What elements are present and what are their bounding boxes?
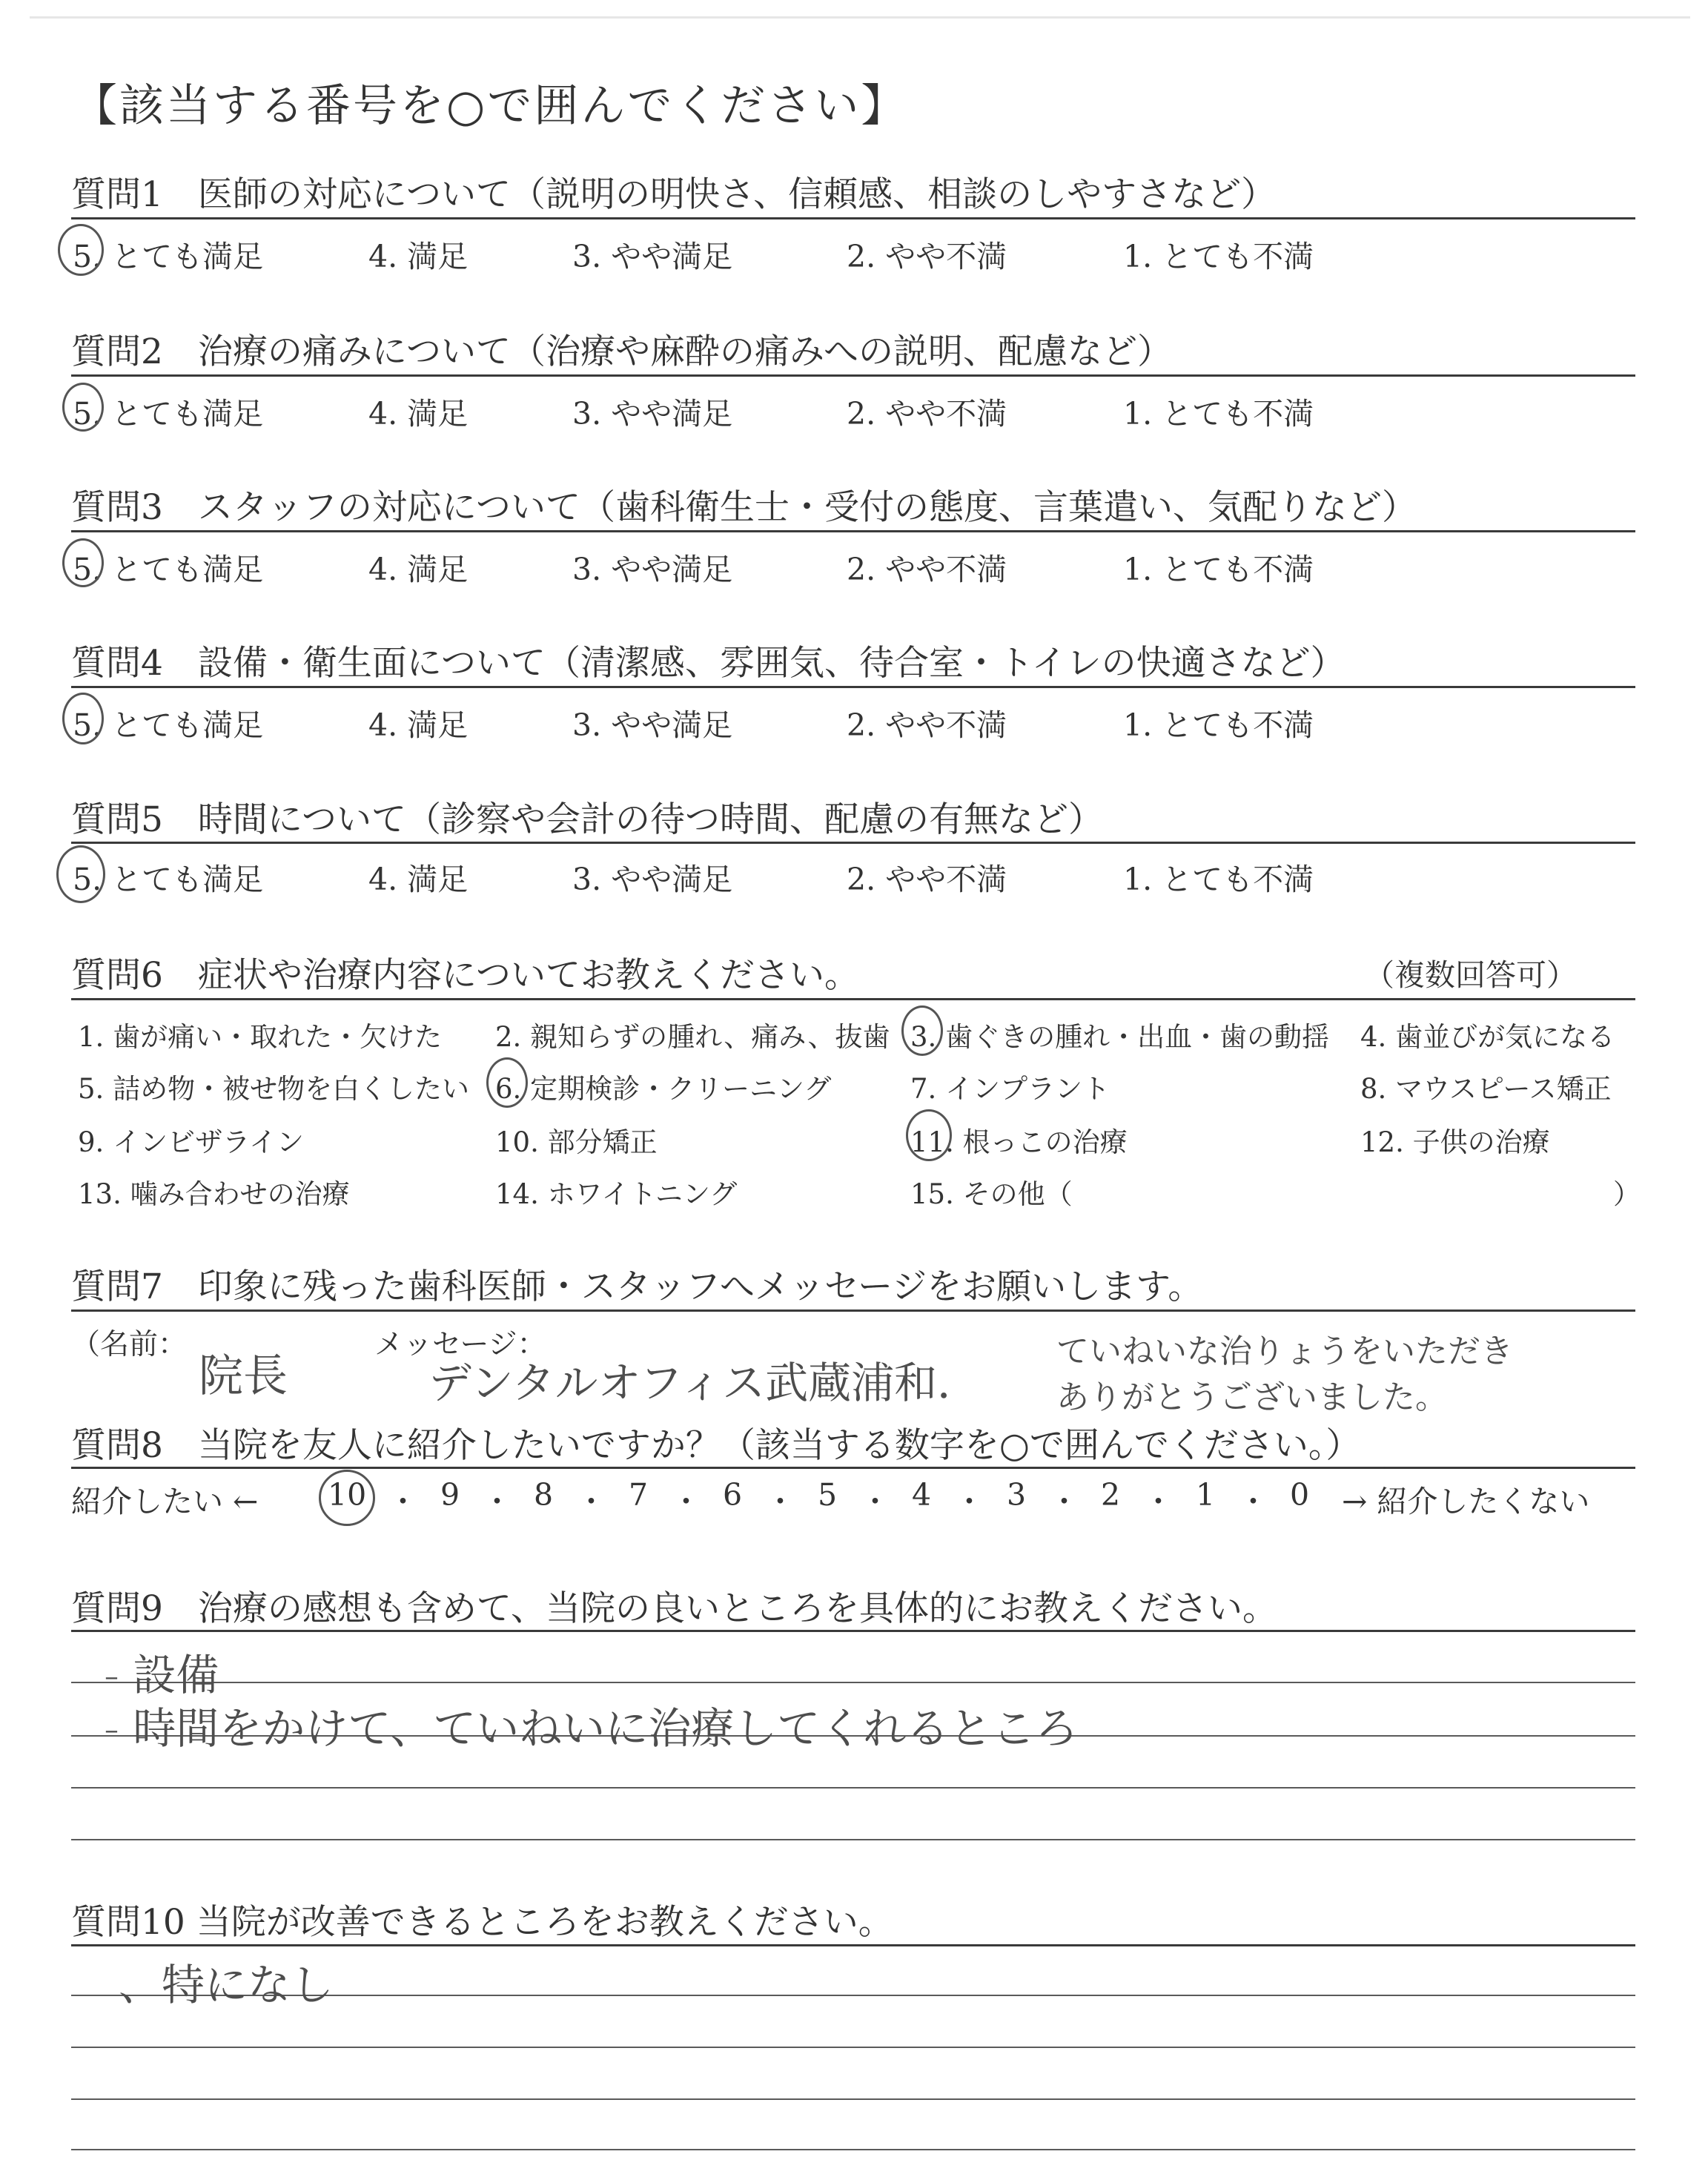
recommend-separator: ・ (1238, 1484, 1268, 1519)
treatment-6[interactable]: 6. 定期検診・クリーニング (495, 1073, 832, 1105)
recommend-separator: ・ (388, 1484, 418, 1519)
q2-option-3[interactable]: 3. やや満足 (572, 396, 733, 432)
q5-option-4[interactable]: 4. 満足 (368, 862, 469, 897)
handwritten-name: 院長 (199, 1350, 288, 1402)
q2-option-5[interactable]: 5. とても満足 (73, 396, 264, 432)
recommend-value-3[interactable]: 3 (1007, 1477, 1027, 1513)
recommend-right-label: → 紹介したくない (1342, 1484, 1590, 1519)
recommend-value-5[interactable]: 5 (818, 1477, 838, 1513)
form-heading: 【該当する番号を○で囲んでください】 (73, 80, 908, 132)
treatment-3-selection-circle (901, 1005, 943, 1056)
q1-option-1[interactable]: 1. とても不満 (1123, 239, 1314, 274)
answer-line (71, 2047, 1635, 2048)
question-9-rule (71, 1630, 1635, 1632)
question-6-note: （複数回答可） (1364, 957, 1577, 993)
q5-selection-circle (56, 845, 105, 903)
q9-answer-1: - 設備 (104, 1650, 219, 1700)
question-4-label: 質問4 設備・衛生面について（清潔感、雰囲気、待合室・トイレの快適さなど） (71, 643, 1345, 684)
q1-selection-circle (58, 224, 104, 276)
q3-option-4[interactable]: 4. 満足 (368, 552, 469, 587)
question-8-rule (71, 1467, 1635, 1469)
message-text-label: メッセージ： (374, 1328, 546, 1361)
q1-option-3[interactable]: 3. やや満足 (572, 239, 733, 274)
question-7-rule (71, 1309, 1635, 1312)
question-3-label: 質問3 スタッフの対応について（歯科衛生士・受付の態度、言葉遣い、気配りなど） (71, 487, 1417, 528)
recommend-value-6[interactable]: 6 (723, 1477, 743, 1513)
recommend-separator: ・ (765, 1484, 795, 1519)
page-top-edge (30, 16, 1690, 19)
recommend-value-1[interactable]: 1 (1196, 1477, 1216, 1513)
recommend-separator: ・ (1143, 1484, 1174, 1519)
answer-line (71, 1787, 1635, 1789)
q4-option-2[interactable]: 2. やや不満 (847, 707, 1007, 743)
q1-option-2[interactable]: 2. やや不満 (847, 239, 1007, 274)
treatment-9[interactable]: 9. インビザライン (78, 1126, 304, 1158)
question-5-label: 質問5 時間について（診察や会計の待つ時間、配慮の有無など） (71, 799, 1103, 840)
q3-selection-circle (62, 538, 104, 587)
answer-line (71, 1682, 1635, 1683)
recommend-value-0[interactable]: 0 (1290, 1477, 1310, 1513)
question-2-label: 質問2 治療の痛みについて（治療や麻酔の痛みへの説明、配慮など） (71, 331, 1173, 372)
recommend-left-label: 紹介したい ← (71, 1484, 259, 1519)
recommend-value-9[interactable]: 9 (440, 1477, 460, 1513)
answer-line (71, 2149, 1635, 2150)
q4-option-3[interactable]: 3. やや満足 (572, 707, 733, 743)
recommend-separator: ・ (1049, 1484, 1079, 1519)
recommend-separator: ・ (671, 1484, 701, 1519)
q3-option-2[interactable]: 2. やや不満 (847, 552, 1007, 587)
treatment-1[interactable]: 1. 歯が痛い・取れた・欠けた (78, 1021, 443, 1053)
recommend-value-8[interactable]: 8 (534, 1477, 554, 1513)
handwritten-message-clinic: デンタルオフィス武蔵浦和． (428, 1358, 981, 1408)
question-10-label: 質問10 当院が改善できるところをお教えください。 (71, 1902, 893, 1943)
q10-answer-1: 、特になし (119, 1960, 334, 2010)
q3-option-5[interactable]: 5. とても満足 (73, 552, 264, 587)
answer-line (71, 2098, 1635, 2100)
question-4-rule (71, 686, 1635, 688)
recommend-value-10[interactable]: 10 (328, 1477, 367, 1513)
q4-option-5[interactable]: 5. とても満足 (73, 707, 264, 743)
q1-option-5[interactable]: 5. とても満足 (73, 239, 264, 274)
q3-option-3[interactable]: 3. やや満足 (572, 552, 733, 587)
recommend-selection-circle (319, 1470, 375, 1526)
message-name-label: （名前： (71, 1328, 188, 1361)
q2-option-1[interactable]: 1. とても不満 (1123, 396, 1314, 432)
question-8-label: 質問8 当院を友人に紹介したいですか？（該当する数字を○で囲んでください。） (71, 1425, 1361, 1466)
q2-option-2[interactable]: 2. やや不満 (847, 396, 1007, 432)
answer-line (71, 1839, 1635, 1840)
question-3-rule (71, 530, 1635, 532)
treatment-3[interactable]: 3. 歯ぐきの腫れ・出血・歯の動揺 (910, 1021, 1330, 1053)
recommend-separator: ・ (576, 1484, 606, 1519)
treatment-4[interactable]: 4. 歯並びが気になる (1360, 1021, 1615, 1053)
q4-option-4[interactable]: 4. 満足 (368, 707, 469, 743)
treatment-12[interactable]: 12. 子供の治療 (1360, 1126, 1550, 1158)
q5-option-3[interactable]: 3. やや満足 (572, 862, 733, 897)
question-7-label: 質問7 印象に残った歯科医師・スタッフへメッセージをお願いします。 (71, 1266, 1203, 1307)
treatment-5[interactable]: 5. 詰め物・被せ物を白くしたい (78, 1073, 470, 1105)
treatment-15[interactable]: 15. その他（ (910, 1178, 1073, 1210)
handwritten-message-line-1: ていねいな治りょうをいただき (1056, 1332, 1513, 1370)
q2-option-4[interactable]: 4. 満足 (368, 396, 469, 432)
q5-option-5[interactable]: 5. とても満足 (73, 862, 264, 897)
question-5-rule (71, 842, 1635, 844)
recommend-separator: ・ (860, 1484, 890, 1519)
treatment-7[interactable]: 7. インプラント (910, 1073, 1110, 1105)
question-9-label: 質問9 治療の感想も含めて、当院の良いところを具体的にお教えください。 (71, 1588, 1277, 1629)
q1-option-4[interactable]: 4. 満足 (368, 239, 469, 274)
question-2-rule (71, 374, 1635, 377)
recommend-value-7[interactable]: 7 (629, 1477, 649, 1513)
q5-option-2[interactable]: 2. やや不満 (847, 862, 1007, 897)
treatment-14[interactable]: 14. ホワイトニング (495, 1178, 738, 1210)
question-1-label: 質問1 医師の対応について（説明の明快さ、信頼感、相談のしやすさなど） (71, 174, 1277, 215)
question-6-rule (71, 998, 1635, 1000)
handwritten-message-line-2: ありがとうございました。 (1056, 1378, 1448, 1416)
treatment-11[interactable]: 11. 根っこの治療 (910, 1126, 1128, 1158)
treatment-13[interactable]: 13. 噛み合わせの治療 (78, 1178, 350, 1210)
treatment-2[interactable]: 2. 親知らずの腫れ、痛み、抜歯 (495, 1021, 890, 1053)
recommend-value-2[interactable]: 2 (1101, 1477, 1121, 1513)
recommend-value-4[interactable]: 4 (912, 1477, 932, 1513)
q3-option-1[interactable]: 1. とても不満 (1123, 552, 1314, 587)
treatment-6-selection-circle (486, 1057, 528, 1108)
question-6-label: 質問6 症状や治療内容についてお教えください。 (71, 955, 859, 996)
q2-selection-circle (62, 383, 104, 432)
question-10-rule (71, 1944, 1635, 1946)
q9-answer-2: - 時間をかけて、ていねいに治療してくれるところ (104, 1703, 1079, 1754)
treatment-15-close-paren: ） (1613, 1178, 1641, 1210)
q5-option-1[interactable]: 1. とても不満 (1123, 862, 1314, 897)
treatment-11-selection-circle (906, 1109, 952, 1161)
recommend-separator: ・ (954, 1484, 984, 1519)
q4-option-1[interactable]: 1. とても不満 (1123, 707, 1314, 743)
treatment-8[interactable]: 8. マウスピース矯正 (1360, 1073, 1612, 1105)
q4-selection-circle (62, 693, 104, 744)
treatment-10[interactable]: 10. 部分矯正 (495, 1126, 658, 1158)
recommend-separator: ・ (482, 1484, 512, 1519)
question-1-rule (71, 217, 1635, 219)
